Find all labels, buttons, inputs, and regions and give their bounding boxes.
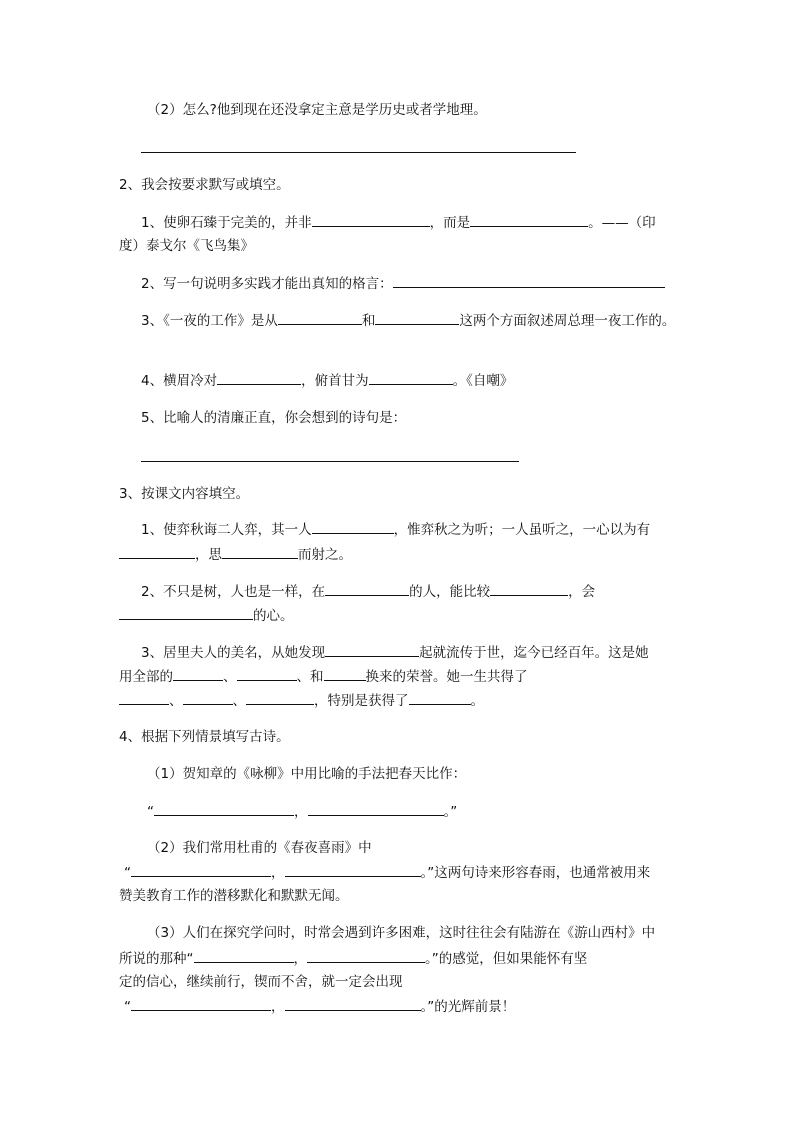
blank-s3-2a[interactable] <box>325 582 409 596</box>
s4-part-2: （2）我们常用杜甫的《春夜喜雨》中 <box>147 840 372 856</box>
blank-s2-4a[interactable] <box>217 371 301 385</box>
question-1-part-2: （2）怎么?他到现在还没拿定主意是学历史或者学地理。 <box>147 102 487 118</box>
blank-s3-3b[interactable] <box>173 667 223 681</box>
blank-s2-1b[interactable] <box>470 213 588 227</box>
answer-line-s2-5[interactable] <box>141 461 519 462</box>
blank-s3-3h[interactable] <box>409 691 471 705</box>
s2-item-3: 3、《一夜的工作》是从 和 这两个方面叙述周总理一夜工作的。 <box>141 313 676 329</box>
blank-s3-3f[interactable] <box>183 691 233 705</box>
answer-line-q1-2[interactable] <box>141 152 576 153</box>
blank-s3-1a[interactable] <box>312 520 394 534</box>
s2-item-5: 5、比喻人的清廉正直，你会想到的诗句是： <box>141 410 407 426</box>
blank-s3-3e[interactable] <box>119 691 169 705</box>
s4-part-2-answer: “ ， 。”这两句诗来形容春雨，也通常被用来 <box>124 865 651 881</box>
blank-s4-3c[interactable] <box>131 997 271 1011</box>
blank-s2-4b[interactable] <box>369 371 453 385</box>
s3-item-3-line3: 、 、 ，特别是获得了 。 <box>119 691 484 710</box>
s4-part-1-answer: “ ， 。” <box>147 804 458 820</box>
s4-part-1: （1）贺知章的《咏柳》中用比喻的手法把春天比作： <box>147 766 467 782</box>
blank-s2-1a[interactable] <box>312 213 430 227</box>
s4-part-3-line2: 所说的那种“ ， 。”的感觉，但如果能怀有坚 <box>119 951 588 967</box>
s4-part-3-line3: 定的信心，继续前行，锲而不舍，就一定会出现 <box>119 974 403 990</box>
blank-s3-2b[interactable] <box>490 582 568 596</box>
section-3-heading: 3、按课文内容填空。 <box>119 486 250 502</box>
blank-s2-3b[interactable] <box>375 311 459 325</box>
s2-item-1-line2: 度）泰戈尔《飞鸟集》 <box>119 238 254 254</box>
s3-item-2-line1: 2、不只是树，人也是一样，在 的人，能比较 ，会 <box>141 584 596 600</box>
blank-s4-2b[interactable] <box>285 863 421 877</box>
blank-s2-3a[interactable] <box>278 311 362 325</box>
s2-item-4: 4、横眉冷对 ，俯首甘为 。《自嘲》 <box>141 373 514 389</box>
blank-s4-3d[interactable] <box>285 997 421 1011</box>
s3-item-1-line2: ，思 而射之。 <box>119 545 352 564</box>
blank-s3-1b[interactable] <box>119 545 195 559</box>
s3-item-1-line1: 1、使弈秋诲二人弈，其一人 ，惟弈秋之为听；一人虽听之，一心以为有 <box>141 522 651 538</box>
blank-s3-2c[interactable] <box>119 606 253 620</box>
blank-s4-3b[interactable] <box>307 949 425 963</box>
blank-s4-2a[interactable] <box>131 863 271 877</box>
blank-s4-1a[interactable] <box>154 802 294 816</box>
blank-s3-3c[interactable] <box>237 667 297 681</box>
blank-s4-1b[interactable] <box>308 802 444 816</box>
s3-item-3-line1: 3、居里夫人的美名，从她发现 起就流传于世，迄今已经百年。这是她 <box>141 645 649 661</box>
section-4-heading: 4、根据下列情景填写古诗。 <box>119 729 290 745</box>
s4-part-3-line1: （3）人们在探究学问时，时常会遇到许多困难，这时往往会有陆游在《游山西村》中 <box>147 925 656 941</box>
blank-s2-2[interactable] <box>393 274 665 288</box>
blank-s3-3a[interactable] <box>325 643 419 657</box>
s4-part-3-answer: “ ， 。”的光辉前景！ <box>124 999 516 1015</box>
s2-item-1-line1: 1、使卵石臻于完美的，并非 ，而是 。——（印 <box>141 215 656 231</box>
blank-s4-3a[interactable] <box>194 949 294 963</box>
s4-part-2-line2: 赞美教育工作的潜移默化和默默无闻。 <box>119 888 349 904</box>
s3-item-3-line2: 用全部的 、 、和 换来的荣誉。她一生共得了 <box>119 669 528 685</box>
blank-s3-3g[interactable] <box>246 691 314 705</box>
s3-item-2-line2: 的心。 <box>119 606 294 625</box>
s2-item-2: 2、写一句说明多实践才能出真知的格言： <box>141 274 665 293</box>
section-2-heading: 2、我会按要求默写或填空。 <box>119 177 290 193</box>
blank-s3-1c[interactable] <box>222 545 298 559</box>
blank-s3-3d[interactable] <box>324 667 366 681</box>
